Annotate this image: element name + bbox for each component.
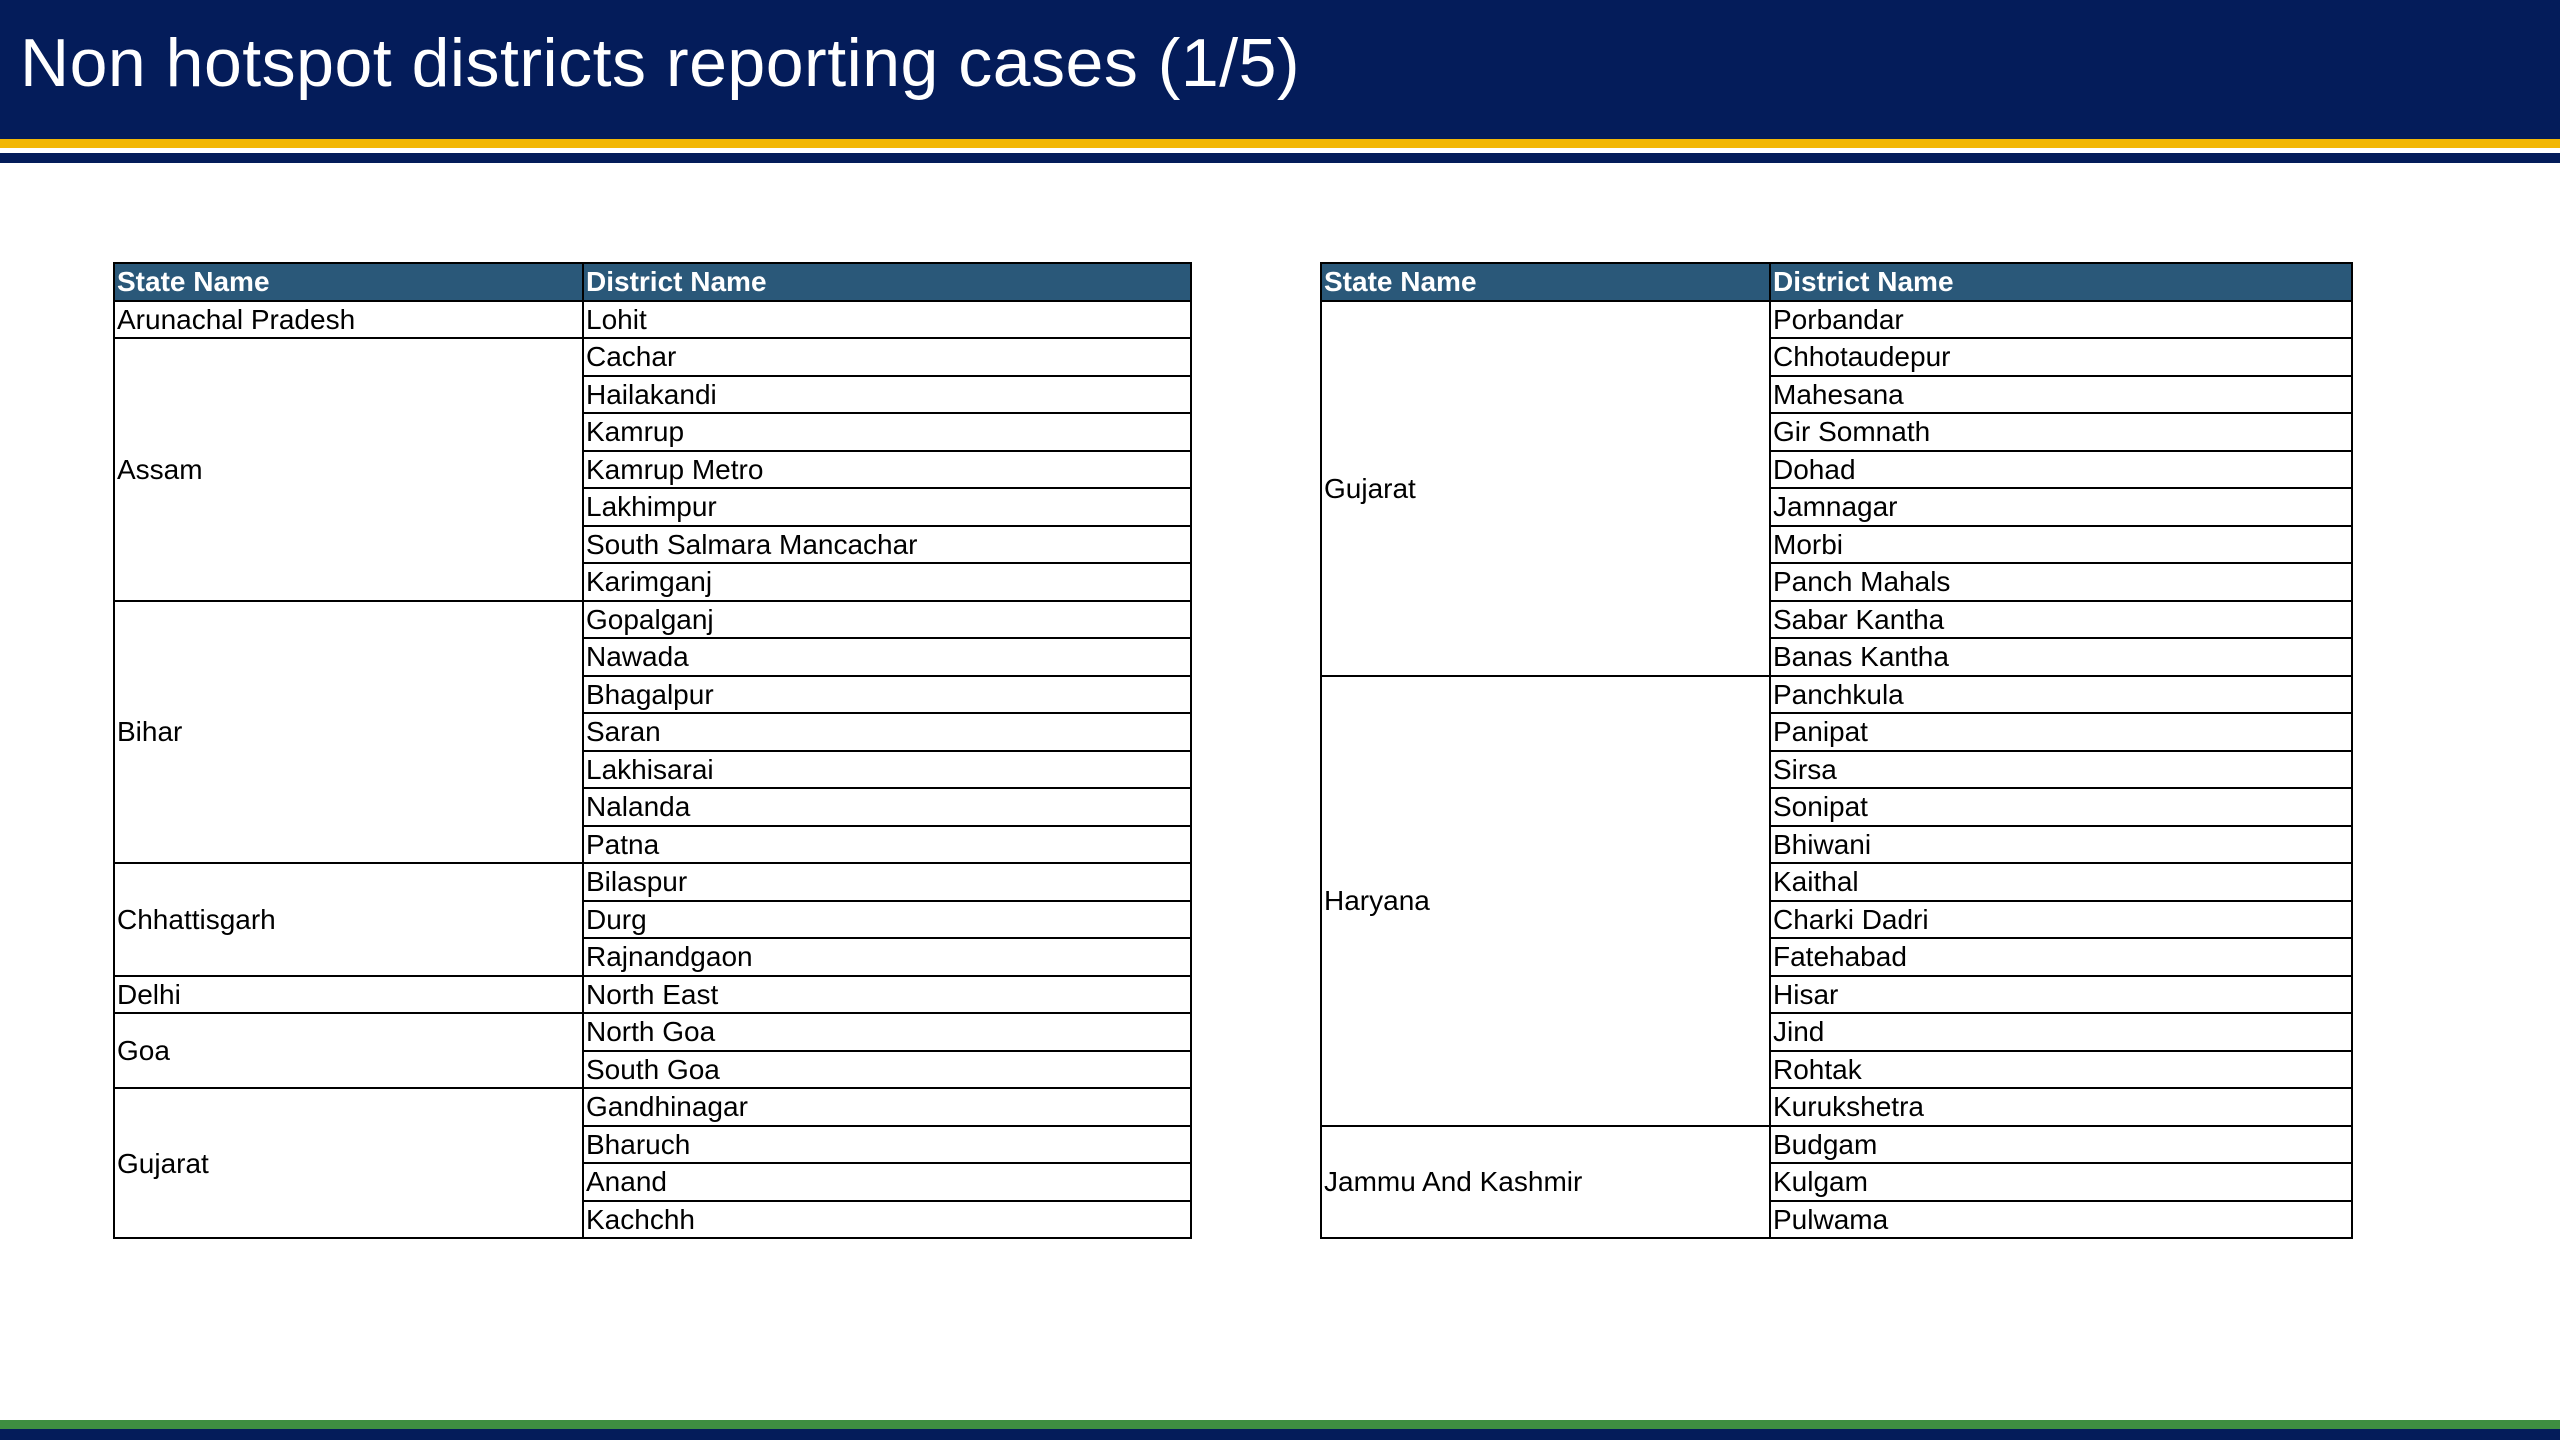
state-name-cell: Arunachal Pradesh (114, 301, 583, 339)
district-name-cell: Sirsa (1770, 751, 2352, 789)
table-row (1321, 676, 2352, 714)
district-name-cell: Pulwama (1770, 1201, 2352, 1239)
district-name-cell: Nalanda (583, 788, 1191, 826)
state-name-cell: Gujarat (1321, 301, 1770, 676)
district-name-cell: Anand (583, 1163, 1191, 1201)
state-name-header: State Name (114, 263, 583, 301)
table-header-row (114, 263, 1191, 301)
district-name-cell: Hailakandi (583, 376, 1191, 414)
state-name-cell: Gujarat (114, 1088, 583, 1238)
district-name-cell: Bhagalpur (583, 676, 1191, 714)
district-name-cell: Nawada (583, 638, 1191, 676)
district-name-cell: Panch Mahals (1770, 563, 2352, 601)
page-title: Non hotspot districts reporting cases (1/5) (20, 25, 1301, 101)
district-name-cell: Cachar (583, 338, 1191, 376)
district-name-header: District Name (583, 263, 1191, 301)
table-row (114, 1088, 1191, 1126)
district-name-cell: Kurukshetra (1770, 1088, 2352, 1126)
district-name-cell: Sabar Kantha (1770, 601, 2352, 639)
state-name-cell: Jammu And Kashmir (1321, 1126, 1770, 1239)
slide-header (0, 0, 2560, 139)
header-gold-stripe (0, 139, 2560, 148)
district-name-cell: Kamrup Metro (583, 451, 1191, 489)
table-row (1321, 301, 2352, 339)
footer-navy-stripe (0, 1429, 2560, 1440)
table-row (114, 863, 1191, 901)
state-name-cell: Chhattisgarh (114, 863, 583, 976)
district-name-cell: Dohad (1770, 451, 2352, 489)
table-row (114, 976, 1191, 1014)
district-name-cell: Bharuch (583, 1126, 1191, 1164)
district-name-cell: Jamnagar (1770, 488, 2352, 526)
district-name-cell: Kachchh (583, 1201, 1191, 1239)
district-name-cell: Gir Somnath (1770, 413, 2352, 451)
table-header-row (1321, 263, 2352, 301)
state-name-cell: Bihar (114, 601, 583, 864)
district-name-cell: Hisar (1770, 976, 2352, 1014)
district-name-cell: Durg (583, 901, 1191, 939)
district-name-cell: Bhiwani (1770, 826, 2352, 864)
district-name-cell: Bilaspur (583, 863, 1191, 901)
state-name-cell: Delhi (114, 976, 583, 1014)
district-name-cell: Rohtak (1770, 1051, 2352, 1089)
district-name-cell: Banas Kantha (1770, 638, 2352, 676)
table-row (114, 601, 1191, 639)
header-navy-stripe (0, 153, 2560, 163)
district-name-header: District Name (1770, 263, 2352, 301)
district-name-cell: Kamrup (583, 413, 1191, 451)
table-body (114, 301, 1191, 1239)
table-row (1321, 1126, 2352, 1164)
district-name-cell: Saran (583, 713, 1191, 751)
district-name-cell: Panipat (1770, 713, 2352, 751)
district-name-cell: North East (583, 976, 1191, 1014)
table-body (1321, 301, 2352, 1239)
district-name-cell: Fatehabad (1770, 938, 2352, 976)
district-name-cell: Charki Dadri (1770, 901, 2352, 939)
state-name-cell: Assam (114, 338, 583, 601)
district-name-cell: Budgam (1770, 1126, 2352, 1164)
district-name-cell: Sonipat (1770, 788, 2352, 826)
district-name-cell: Patna (583, 826, 1191, 864)
district-name-cell: Gandhinagar (583, 1088, 1191, 1126)
district-name-cell: North Goa (583, 1013, 1191, 1051)
district-name-cell: Lakhisarai (583, 751, 1191, 789)
district-name-cell: Kaithal (1770, 863, 2352, 901)
district-name-cell: Gopalganj (583, 601, 1191, 639)
district-name-cell: Porbandar (1770, 301, 2352, 339)
right-districts-table (1320, 262, 2353, 1239)
state-name-cell: Haryana (1321, 676, 1770, 1126)
state-name-header: State Name (1321, 263, 1770, 301)
district-name-cell: Kulgam (1770, 1163, 2352, 1201)
district-name-cell: Lohit (583, 301, 1191, 339)
table-row (114, 301, 1191, 339)
district-name-cell: Jind (1770, 1013, 2352, 1051)
state-name-cell: Goa (114, 1013, 583, 1088)
table-row (114, 1013, 1191, 1051)
district-name-cell: Rajnandgaon (583, 938, 1191, 976)
footer-green-stripe (0, 1420, 2560, 1429)
district-name-cell: Karimganj (583, 563, 1191, 601)
district-name-cell: South Salmara Mancachar (583, 526, 1191, 564)
district-name-cell: Panchkula (1770, 676, 2352, 714)
district-name-cell: Lakhimpur (583, 488, 1191, 526)
district-name-cell: Mahesana (1770, 376, 2352, 414)
table-row (114, 338, 1191, 376)
district-name-cell: Morbi (1770, 526, 2352, 564)
district-name-cell: South Goa (583, 1051, 1191, 1089)
left-districts-table (113, 262, 1192, 1239)
district-name-cell: Chhotaudepur (1770, 338, 2352, 376)
